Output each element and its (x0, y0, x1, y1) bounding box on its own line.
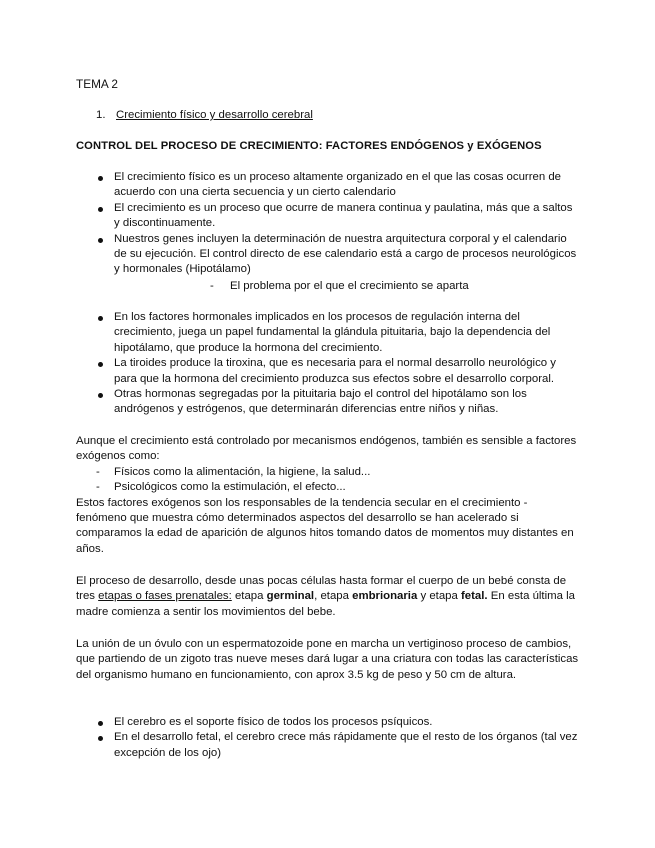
list-item: - Psicológicos como la estimulación, el efecto... (76, 480, 579, 495)
list-item: Otras hormonas segregadas por la pituitaria bajo el control del hipotálamo son los andrógenos y estrógenos, que determinarán diferencias entre niños y niñas. (76, 387, 579, 418)
paragraph: La unión de un óvulo con un espermatozoide pone en marcha un vertiginoso proceso de cambios, que partiendo de un zigoto tras nueve meses dará lugar a una criatura con todas las características del organismo humano en funcionamiento, con aprox 3.5 kg de peso y 50 cm de altura. (76, 638, 579, 681)
sub-item: - El problema por el que el crecimiento se aparta (152, 279, 655, 294)
bullet-icon (98, 721, 103, 726)
bullet-list-3 (76, 715, 579, 761)
bullet-icon (98, 316, 103, 321)
bold-term: fetal. (461, 590, 488, 603)
bold-term: germinal (266, 590, 315, 603)
underlined-text: etapas o fases prenatales: (98, 590, 232, 603)
numbered-item (96, 108, 579, 123)
dash-icon: - (96, 481, 100, 494)
paragraph: El proceso de desarrollo, desde unas pocas células hasta formar el cuerpo de un bebé consta de tres etapas o fases prenatales: etapa germinal, etapa embrionaria y etapa fetal. En esta última la madre comienza a sentir los movimientos del bebe. (76, 575, 575, 618)
bullet-icon (98, 207, 103, 212)
bullet-icon (98, 176, 103, 181)
list-item: La tiroides produce la tiroxina, que es necesaria para el normal desarrollo neurológico y para que la hormona del crecimiento produzca sus efectos sobre el desarrollo corporal. (76, 356, 579, 387)
list-item: Nuestros genes incluyen la determinación de nuestra arquitectura corporal y el calendario de su ejecución. El control directo de ese calendario está a cargo de procesos neurológicos y hormonales (Hipotálamo) (76, 232, 579, 278)
bullet-icon (98, 238, 103, 243)
paragraph-block-1 (76, 434, 579, 557)
dash-icon: - (96, 465, 100, 478)
section-link: Crecimiento físico y desarrollo cerebral (116, 109, 313, 121)
paragraph-block-3 (76, 637, 579, 683)
paragraph: Estos factores exógenos son los responsables de la tendencia secular en el crecimiento - fenómeno que muestra cómo determinados aspectos del desarrollo se han acelerado si comparamos la edad de aparición de algunos hitos tomando datos de momentos muy distantes en años. (76, 496, 574, 555)
bullet-icon (98, 362, 103, 367)
list-item: En los factores hormonales implicados en los procesos de regulación interna del crecimiento, juega un papel fundamental la glándula pituitaria, bajo la dependencia del hipotálamo, que produce la hormona del crecimiento. (76, 310, 579, 356)
bullet-list-2 (76, 310, 579, 418)
item-number: 1. (96, 109, 106, 121)
bullet-list-1 (76, 170, 579, 278)
list-item: El cerebro es el soporte físico de todos los procesos psíquicos. (76, 715, 579, 730)
paragraph: Aunque el crecimiento está controlado por mecanismos endógenos, también es sensible a factores exógenos como: (76, 435, 577, 463)
bullet-icon (98, 736, 103, 741)
list-item: El crecimiento es un proceso que ocurre de manera continua y paulatina, más que a saltos y discontinuamente. (76, 201, 579, 232)
list-item: En el desarrollo fetal, el cerebro crece más rápidamente que el resto de los órganos (tal vez excepción de los ojo) (76, 730, 579, 761)
paragraph-block-2 (76, 574, 579, 620)
list-item: - Físicos como la alimentación, la higiene, la salud... (76, 465, 579, 480)
page-title: TEMA 2 (76, 77, 118, 91)
list-item: El crecimiento físico es un proceso altamente organizado en el que las cosas ocurren de acuerdo con una cierta secuencia y un cierto calendario (76, 170, 579, 201)
bold-term: embrionaria (352, 590, 418, 603)
section-heading: CONTROL DEL PROCESO DE CRECIMIENTO: FACTORES ENDÓGENOS y EXÓGENOS (76, 140, 542, 152)
dash-icon: - (210, 280, 214, 292)
bullet-icon (98, 393, 103, 398)
